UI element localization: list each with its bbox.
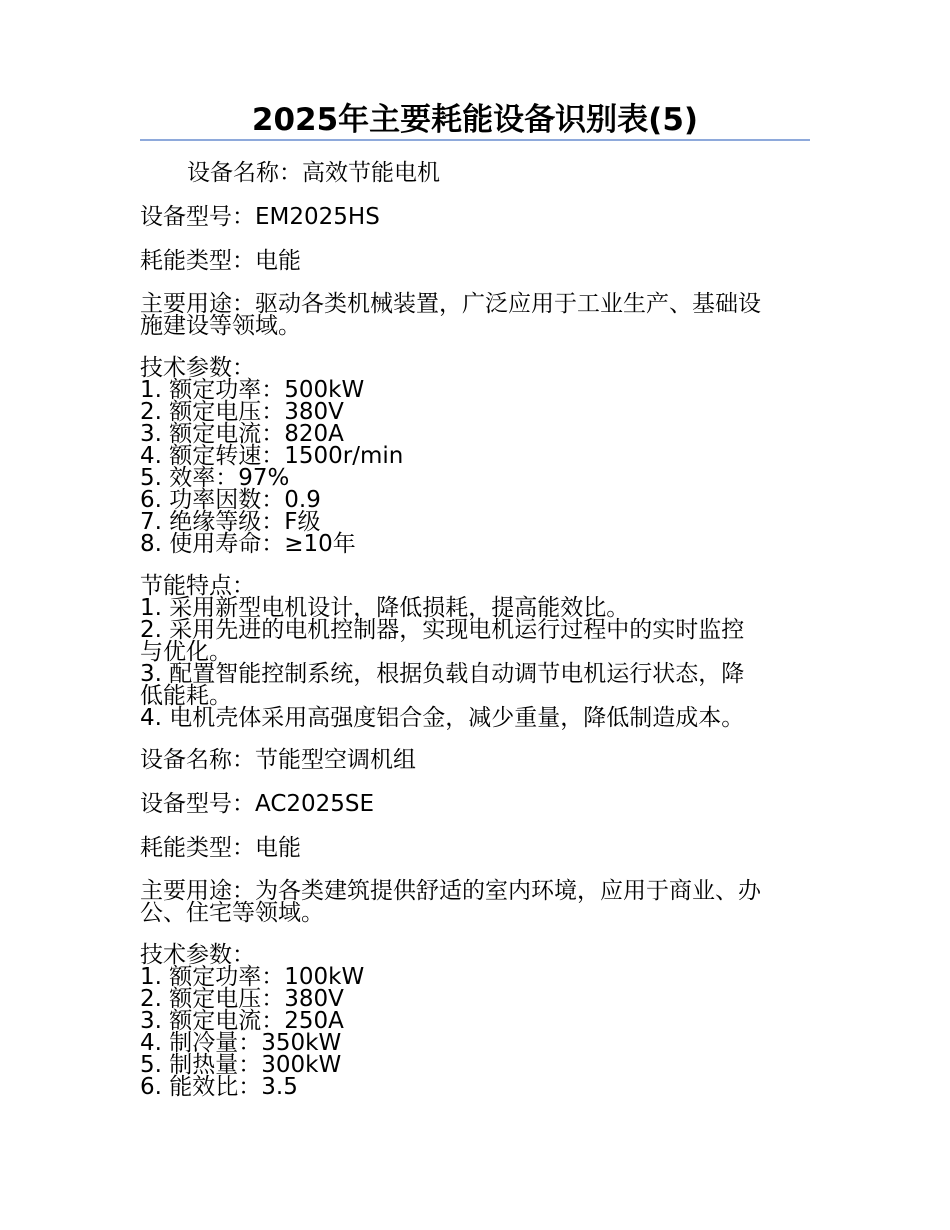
device1-usage-line: 主要用途：驱动各类机械装置，广泛应用于工业生产、基础设 bbox=[140, 291, 761, 317]
device1-feature-item: 3. 配置智能控制系统，根据负载自动调节电机运行状态，降 bbox=[140, 661, 745, 687]
device1-param-item: 6. 功率因数：0.9 bbox=[140, 487, 321, 513]
device1-param-item: 2. 额定电压：380V bbox=[140, 399, 344, 425]
device1-param-item: 1. 额定功率：500kW bbox=[140, 377, 365, 403]
device1-param-item: 3. 额定电流：820A bbox=[140, 421, 344, 447]
device1-params-title: 技术参数： bbox=[140, 355, 255, 381]
device1-name: 设备名称：高效节能电机 bbox=[187, 160, 440, 186]
device1-param-item: 8. 使用寿命：≥10年 bbox=[140, 531, 356, 557]
page-title: 2025年主要耗能设备识别表(5) bbox=[251, 102, 699, 138]
device1-features-title: 节能特点： bbox=[140, 573, 255, 599]
device1-feature-item: 2. 采用先进的电机控制器，实现电机运行过程中的实时监控 bbox=[140, 617, 745, 643]
device1-feature-item: 1. 采用新型电机设计，降低损耗，提高能效比。 bbox=[140, 595, 630, 621]
device1-model: 设备型号：EM2025HS bbox=[140, 204, 380, 230]
device1-usage-line: 施建设等领域。 bbox=[140, 313, 301, 339]
device2-name: 设备名称：节能型空调机组 bbox=[140, 747, 416, 773]
device1-param-item: 4. 额定转速：1500r/min bbox=[140, 443, 404, 469]
device1-feature-item: 4. 电机壳体采用高强度铝合金，减少重量，降低制造成本。 bbox=[140, 705, 745, 731]
device2-usage-line: 主要用途：为各类建筑提供舒适的室内环境，应用于商业、办 bbox=[140, 878, 761, 904]
device2-param-item: 2. 额定电压：380V bbox=[140, 986, 344, 1012]
device1-feature-item: 与优化。 bbox=[140, 639, 232, 665]
device2-param-item: 3. 额定电流：250A bbox=[140, 1008, 344, 1034]
device1-energy-type: 耗能类型：电能 bbox=[140, 248, 301, 274]
title-underline bbox=[140, 139, 810, 141]
device2-param-item: 1. 额定功率：100kW bbox=[140, 964, 365, 990]
device2-param-item: 5. 制热量：300kW bbox=[140, 1052, 342, 1078]
device2-param-item: 6. 能效比：3.5 bbox=[140, 1074, 298, 1100]
device2-usage-line: 公、住宅等领域。 bbox=[140, 900, 324, 926]
device1-feature-item: 低能耗。 bbox=[140, 683, 232, 709]
device1-param-item: 7. 绝缘等级：F级 bbox=[140, 509, 321, 535]
device2-energy-type: 耗能类型：电能 bbox=[140, 835, 301, 861]
device2-model: 设备型号：AC2025SE bbox=[140, 791, 375, 817]
device2-param-item: 4. 制冷量：350kW bbox=[140, 1030, 342, 1056]
device2-params-title: 技术参数： bbox=[140, 942, 255, 968]
device1-param-item: 5. 效率：97% bbox=[140, 465, 290, 491]
